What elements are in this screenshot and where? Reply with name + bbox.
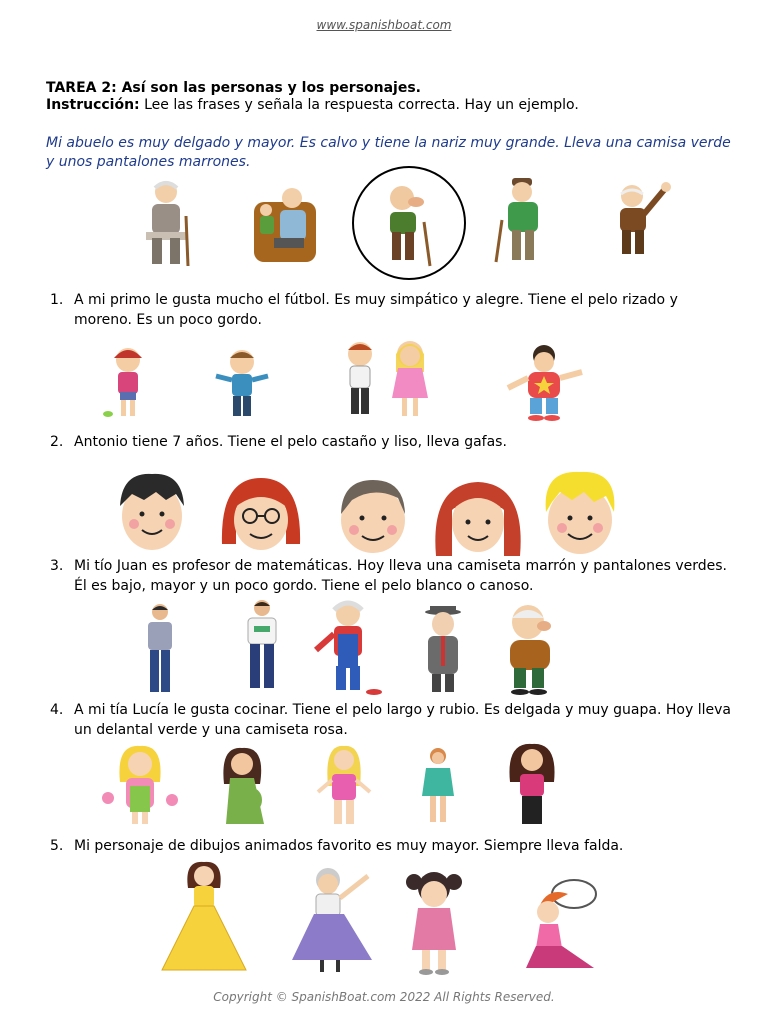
- grandfather-sitting-image[interactable]: [130, 176, 202, 270]
- man-grey-coat-hat-image[interactable]: [410, 604, 476, 698]
- question-number: 1.: [50, 292, 64, 308]
- old-man-brown-tshirt-image[interactable]: [496, 604, 566, 696]
- face-black-hair-image[interactable]: [116, 466, 188, 554]
- woman-blond-pink-top-image[interactable]: [310, 742, 378, 828]
- question-number: 3.: [50, 558, 64, 574]
- grandmother-purple-skirt-image[interactable]: [288, 866, 378, 976]
- question-3: [50, 556, 740, 596]
- pregnant-woman-green-dress-image[interactable]: [214, 744, 272, 828]
- instruction-text: Lee las frases y señala la respuesta correcta. Hay un ejemplo.: [144, 97, 579, 113]
- instruction-label: Instrucción:: [46, 97, 140, 113]
- princess-yellow-dress-image[interactable]: [160, 858, 248, 976]
- face-blond-hair-image[interactable]: [540, 466, 620, 556]
- question-number: 4.: [50, 702, 64, 718]
- question-text: A mi tía Lucía le gusta cocinar. Tiene el pelo largo y rubio. Es delgada y muy guapa. Hoy lleva un delantal verde y una camiseta rosa.: [74, 702, 731, 738]
- question-text: Antonio tiene 7 años. Tiene el pelo castaño y liso, lleva gafas.: [74, 434, 507, 450]
- woman-blond-green-apron-image[interactable]: [98, 742, 178, 826]
- question-4: [50, 700, 740, 740]
- woman-dark-hair-pink-top-image[interactable]: [504, 740, 560, 828]
- boy-and-girl-image[interactable]: [332, 338, 440, 422]
- grandfather-waving-image[interactable]: [604, 178, 674, 260]
- copyright-footer: Copyright © SpanishBoat.com 2022 All Rights Reserved.: [213, 990, 555, 1004]
- face-brown-hair-image[interactable]: [334, 474, 412, 556]
- task-instruction: [46, 97, 579, 113]
- example-sentence: Mi abuelo es muy delgado y mayor. Es calvo y tiene la nariz muy grande. Lleva una camisa verde y unos pantalones marrones.: [46, 135, 731, 170]
- header-url[interactable]: www.spanishboat.com: [316, 18, 452, 32]
- question-number: 5.: [50, 838, 64, 854]
- question-text: Mi personaje de dibujos animados favorito es muy mayor. Siempre lleva falda.: [74, 838, 624, 854]
- task-title: TAREA 2: Así son las personas y los personajes.: [46, 80, 421, 96]
- woman-green-dress-image[interactable]: [416, 746, 460, 826]
- grandfather-armchair-image[interactable]: [244, 182, 320, 268]
- face-red-long-hair-image[interactable]: [430, 478, 526, 558]
- question-text: A mi primo le gusta mucho el fútbol. Es muy simpático y alegre. Tiene el pelo rizado y moreno. Es un poco gordo.: [74, 292, 678, 328]
- old-man-overalls-image[interactable]: [312, 598, 388, 698]
- thin-bald-grandfather-image[interactable]: [372, 182, 442, 268]
- boy-curly-hair-star-shirt-image[interactable]: [504, 344, 586, 422]
- woman-cartoon-white-hat-image[interactable]: [518, 876, 600, 974]
- man-white-tshirt-image[interactable]: [236, 598, 288, 696]
- boy-arms-open-image[interactable]: [212, 346, 272, 420]
- question-1: [50, 290, 740, 330]
- question-2: [50, 432, 740, 452]
- face-red-hair-glasses-image[interactable]: [220, 474, 302, 556]
- girl-pigtails-pink-dress-image[interactable]: [404, 866, 464, 978]
- question-text: Mi tío Juan es profesor de matemáticas. Hoy lleva una camiseta marrón y pantalones verdes. Él es bajo, mayor y un poco gordo. Tiene el pelo blanco o canoso.: [74, 558, 728, 594]
- man-grey-shirt-image[interactable]: [140, 602, 180, 698]
- question-5: [50, 836, 740, 856]
- question-number: 2.: [50, 434, 64, 450]
- girl-crying-image[interactable]: [100, 344, 156, 420]
- grandfather-green-jacket-image[interactable]: [488, 176, 556, 266]
